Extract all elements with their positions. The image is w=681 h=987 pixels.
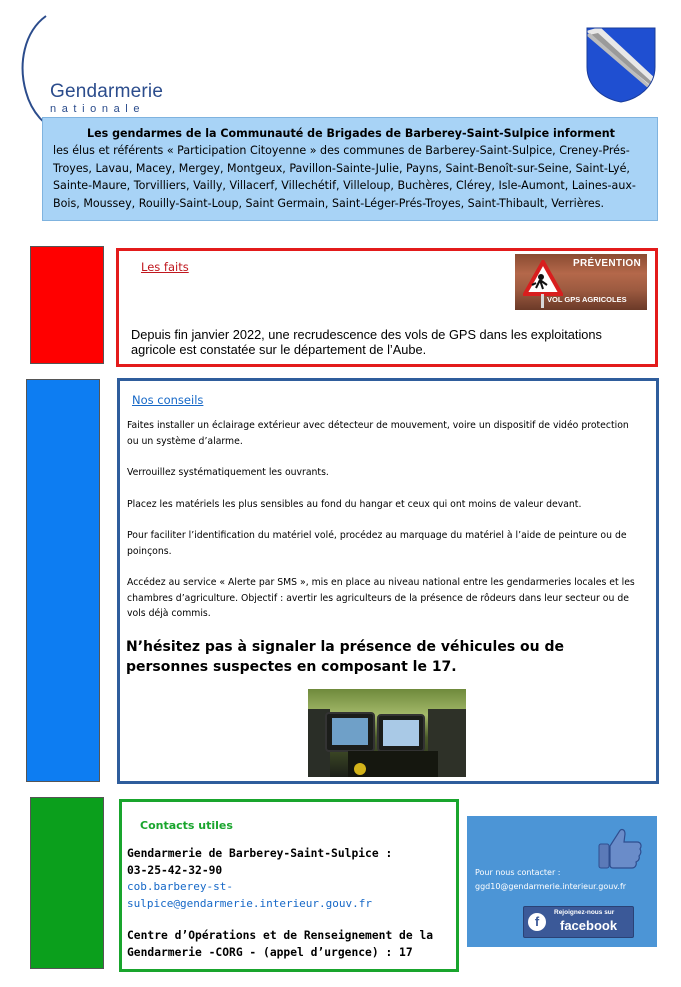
logo-line-2: nationale	[50, 103, 146, 115]
header-title: Les gendarmes de la Communauté de Brigades de Barberey-Saint-Sulpice informent	[87, 127, 615, 140]
red-side-bar	[30, 246, 104, 364]
contact-email-link[interactable]: ggd10@gendarmerie.interieur.gouv.fr	[475, 882, 627, 891]
prevention-banner-image	[515, 254, 647, 310]
tractor-gps-photo	[308, 689, 466, 777]
contacts-section	[119, 799, 459, 972]
contacts-title: Contacts utiles	[140, 819, 233, 832]
faits-title: Les faits	[141, 260, 189, 274]
thumbs-up-icon	[597, 826, 643, 870]
call-17-message: N’hésitez pas à signaler la présence de véhicules ou de personnes suspectes en composant le 17.	[126, 639, 564, 675]
corg-contact: Centre d’Opérations et de Renseignement de la Gendarmerie -CORG - (appel d’urgence) : 17	[127, 929, 434, 959]
facebook-contact-text	[475, 866, 626, 894]
prevention-banner-title: PRÉVENTION	[572, 258, 641, 269]
contacts-body	[127, 846, 457, 961]
facebook-button-word: facebook	[560, 918, 618, 933]
tip-item: Faites installer un éclairage extérieur avec détecteur de mouvement, voire un dispositif de vidéo protection ou un système d’alarme.	[127, 420, 629, 447]
coat-of-arms-icon	[586, 27, 656, 103]
blue-side-bar	[26, 379, 100, 782]
tip-item: Placez les matériels les plus sensibles au fond du hangar et ceux qui ont moins de valeur devant.	[127, 499, 582, 510]
logo-line-1: Gendarmerie	[50, 81, 164, 102]
conseils-title: Nos conseils	[132, 393, 204, 407]
tip-item: Accédez au service « Alerte par SMS », mis en place au niveau national entre les gendarmeries locales et les chambres d’agriculture. Objectif : avertir les agriculteurs de la présence de rôdeurs dans leur secteur ou de vols déjà commis.	[127, 577, 635, 619]
facebook-button-small-text: Rejoignez-nous sur	[554, 909, 615, 916]
tip-item: Pour faciliter l’identification du matériel volé, procédez au marquage du matériel à l’aide de peinture ou de poinçons.	[127, 530, 627, 557]
brigade-email-link[interactable]: cob.barberey-st-sulpice@gendarmerie.interieur.gouv.fr	[127, 880, 373, 910]
tractor-cab-illustration	[308, 689, 466, 777]
facebook-icon: f	[528, 913, 546, 931]
facebook-join-button[interactable]	[523, 906, 634, 938]
brigade-phone: 03-25-42-32-90	[127, 863, 223, 877]
conseils-section	[117, 378, 659, 784]
green-side-bar	[30, 797, 104, 969]
facebook-panel	[467, 816, 657, 947]
header-body: les élus et référents « Participation Citoyenne » des communes de Barberey-Saint-Sulpice, Creney-Prés-Troyes, Lavau, Macey, Mergey, Montgeux, Pavillon-Sainte-Julie, Payns, Saint-Benoît-sur-Seine, Saint-Lyé, Sainte-Maure, Torvilliers, Vailly, Villacerf, Villechétif, Villeloup, Buchères, Clérey, Isle-Aumont, Laines-aux-Bois, Moussey, Rouilly-Saint-Loup, Saint Germain, Saint-Léger-Prés-Troyes, Saint-Thibault, Verrières.	[53, 144, 636, 210]
gendarmerie-logo	[50, 82, 163, 116]
header-info-box	[42, 117, 658, 221]
faits-section	[116, 248, 658, 367]
brigade-name: Gendarmerie de Barberey-Saint-Sulpice :	[127, 847, 393, 860]
prevention-banner-subtitle: VOL GPS AGRICOLES	[547, 295, 627, 304]
contact-label: Pour nous contacter :	[475, 868, 561, 877]
tip-item: Verrouillez systématiquement les ouvrants.	[127, 467, 329, 478]
faits-text: Depuis fin janvier 2022, une recrudescence des vols de GPS dans les exploitations agricole est constatée sur le département de l’Aube.	[131, 327, 602, 357]
